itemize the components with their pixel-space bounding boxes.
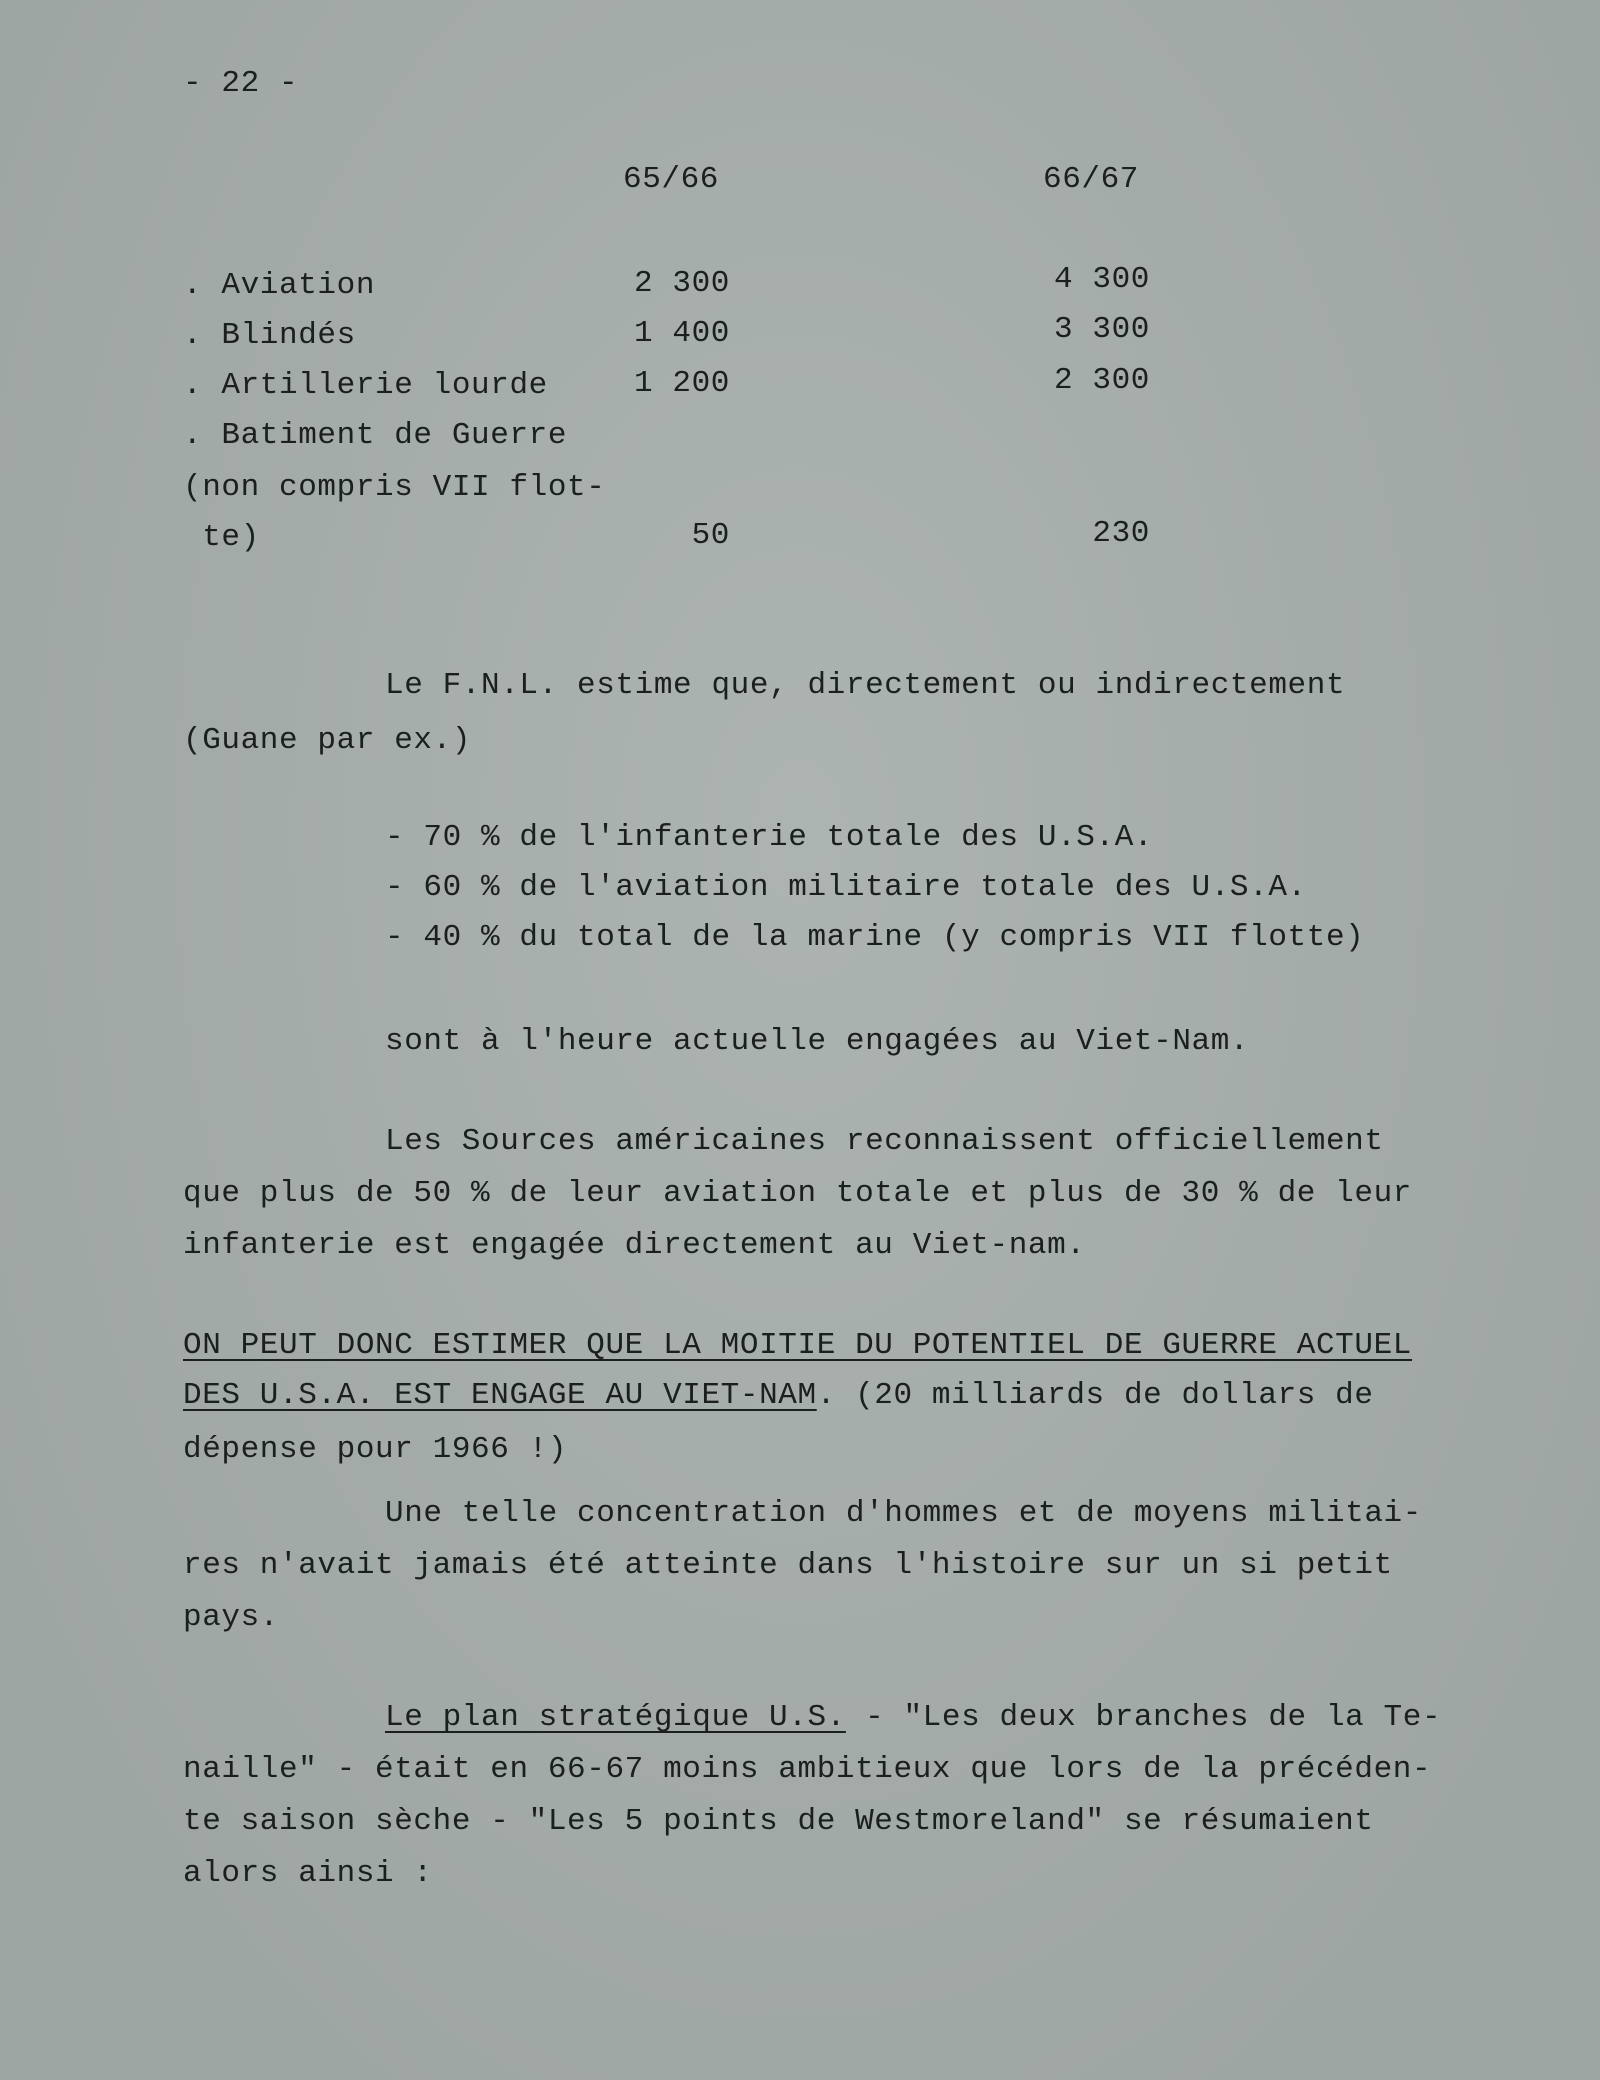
para5-line3: pays.: [183, 1600, 280, 1635]
list-item-aviation: - 60 % de l'aviation militaire totale des U.S.A.: [385, 870, 1307, 905]
page-number: - 22 -: [183, 66, 299, 101]
row-label-aviation: . Aviation: [183, 268, 376, 303]
row-label-batiment-line1: . Batiment de Guerre: [183, 418, 568, 453]
col-header-65-66: 65/66: [623, 162, 720, 197]
para4-line2: [183, 1376, 1374, 1416]
para1-line2: (Guane par ex.): [183, 723, 472, 758]
para4-line3: dépense pour 1966 !): [183, 1432, 568, 1467]
para4-line2-rest: . (20 milliards de dollars de: [816, 1378, 1374, 1413]
para6-line1-rest: - "Les deux branches de la Te-: [845, 1700, 1442, 1735]
para6-line1: [385, 1698, 1441, 1738]
para5-line1: Une telle concentration d'hommes et de moyens militai-: [385, 1496, 1422, 1531]
row-value-artillerie-66-67: 2 300: [1053, 363, 1150, 398]
row-value-blindes-66-67: 3 300: [1053, 312, 1150, 347]
para6-line4: alors ainsi :: [183, 1856, 433, 1891]
para4-line1-underlined: ON PEUT DONC ESTIMER QUE LA MOITIE DU POTENTIEL DE GUERRE ACTUEL: [183, 1328, 1412, 1363]
row-label-batiment-line3: te): [183, 520, 260, 555]
row-value-blindes-65-66: 1 400: [633, 316, 730, 351]
row-label-batiment-line2: (non compris VII flot-: [183, 470, 606, 505]
para3-line2: que plus de 50 % de leur aviation totale et plus de 30 % de leur: [183, 1176, 1412, 1211]
row-label-blindes: . Blindés: [183, 318, 356, 353]
row-value-batiment-66-67: 230: [1092, 516, 1150, 551]
col-header-66-67: 66/67: [1043, 162, 1140, 197]
para1-line1: Le F.N.L. estime que, directement ou indirectement: [385, 668, 1346, 703]
para5-line2: res n'avait jamais été atteinte dans l'histoire sur un si petit: [183, 1548, 1393, 1583]
para3-line3: infanterie est engagée directement au Viet-nam.: [183, 1228, 1086, 1263]
row-value-batiment-65-66: 50: [691, 518, 730, 553]
list-item-infanterie: - 70 % de l'infanterie totale des U.S.A.: [385, 820, 1154, 855]
row-value-aviation-66-67: 4 300: [1053, 262, 1150, 297]
para6-line2: naille" - était en 66-67 moins ambitieux que lors de la précéden-: [183, 1752, 1432, 1787]
para6-line1-underlined: Le plan stratégique U.S.: [385, 1700, 846, 1735]
para4-line2-underlined: DES U.S.A. EST ENGAGE AU VIET-NAM: [183, 1378, 817, 1413]
row-label-artillerie: . Artillerie lourde: [183, 368, 548, 403]
para2: sont à l'heure actuelle engagées au Viet-Nam.: [385, 1024, 1250, 1059]
list-item-marine: - 40 % du total de la marine (y compris VII flotte): [385, 920, 1365, 955]
para6-line3: te saison sèche - "Les 5 points de Westmoreland" se résumaient: [183, 1804, 1374, 1839]
row-value-aviation-65-66: 2 300: [633, 266, 730, 301]
row-value-artillerie-65-66: 1 200: [633, 366, 730, 401]
para3-line1: Les Sources américaines reconnaissent officiellement: [385, 1124, 1384, 1159]
